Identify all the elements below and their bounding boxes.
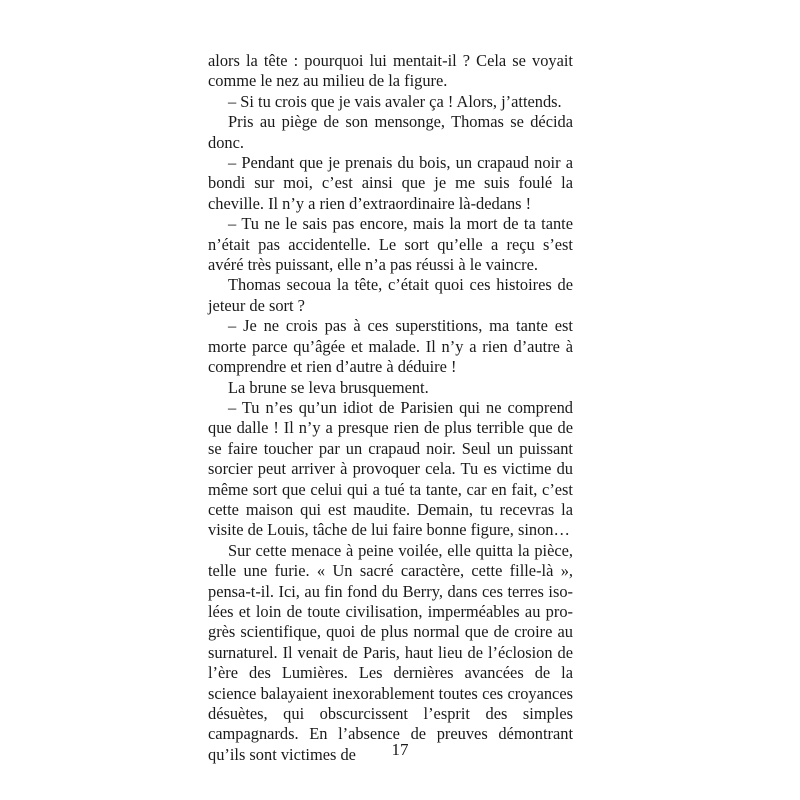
paragraph-7: – Je ne crois pas à ces superstitions, ma tante est morte parce qu’âgée et malade. Il n’y a rien d’autre à comprendre et rien d’autre à déduire !: [208, 316, 573, 377]
paragraph-1: alors la tête : pourquoi lui mentait-il ? Cela se voyait comme le nez au milieu de la figure.: [208, 51, 573, 91]
paragraph-9: – Tu n’es qu’un idiot de Parisien qui ne comprend que dalle ! Il n’y a presque rien de plus terrible que de se faire toucher par un crapaud noir. Seul un puissant sorcier peut arriver à provoquer cela. Tu es victime du même sort que celui qui a tué ta tante, car en fait, c’est cette maison qui est maudite. Demain, tu recevras la visite de Louis, tâche de lui faire bonne figure, sinon…: [208, 397, 573, 540]
paragraph-5: – Tu ne le sais pas encore, mais la mort de ta tante n’était pas accidentelle. Le sort qu’elle a reçu s’est avéré très puissant, elle n’a pas réussi à le vaincre.: [208, 214, 573, 275]
paragraph-3: Pris au piège de son mensonge, Thomas se décida donc.: [208, 112, 573, 152]
paragraph-10: Sur cette menace à peine voilée, elle quitta la pièce, telle une furie. « Un sacré caractère, cette fille-là », pensa-t-il. Ici, au fin fond du Berry, dans ces terres isolées et loin de toute civilisation, imperméables au progrès scientifique, quoi de plus normal que de croire au surnaturel. Il venait de Paris, haut lieu de l’éclosion de l’ère des Lumières. Les dernières avancées de la science balayaient inexorablement toutes ces croyances désuètes, qui obscurcissent l’esprit des simples campagnards. En l’absence de preuves démontrant qu’ils sont victimes de: [208, 540, 573, 764]
body-text: [208, 51, 573, 765]
paragraph-6: Thomas secoua la tête, c’était quoi ces histoires de jeteur de sort ?: [208, 275, 573, 315]
paragraph-8: La brune se leva brusquement.: [228, 377, 429, 397]
page-number: 17: [391, 740, 409, 759]
paragraph-2: – Si tu crois que je vais avaler ça ! Alors, j’attends.: [228, 91, 562, 111]
paragraph-4: – Pendant que je prenais du bois, un crapaud noir a bondi sur moi, c’est ainsi que je me suis foulé la cheville. Il n’y a rien d’extraordinaire là-dedans !: [208, 153, 573, 213]
